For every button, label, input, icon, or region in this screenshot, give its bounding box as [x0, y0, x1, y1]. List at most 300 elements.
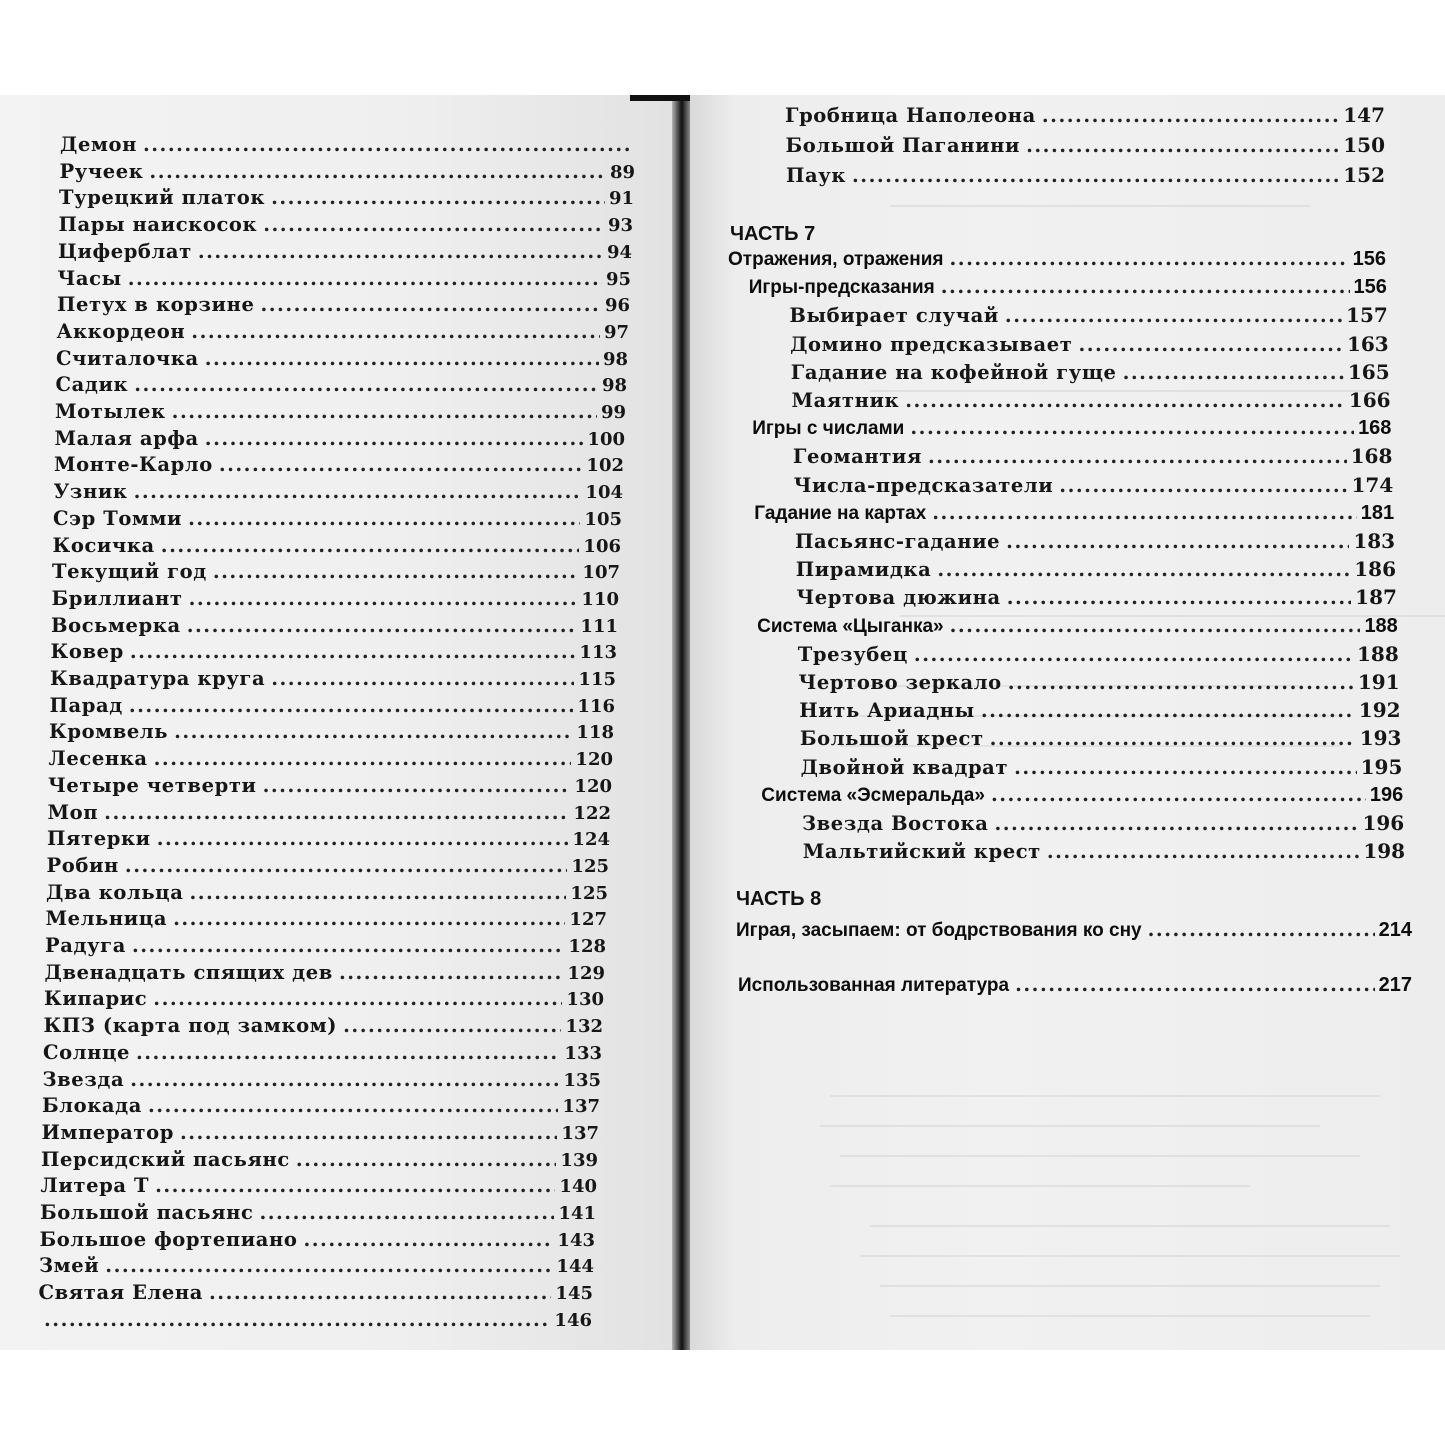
dot-leader — [932, 501, 1357, 524]
entry-page-number: 105 — [584, 508, 622, 530]
entry-title: Мельница — [45, 907, 168, 931]
entry-page-number: 130 — [566, 989, 604, 1011]
dot-leader — [981, 699, 1355, 722]
toc-entry — [39, 1254, 594, 1277]
toc-entry — [45, 934, 606, 957]
dot-leader — [173, 907, 565, 930]
dot-leader — [143, 133, 632, 156]
dot-leader — [994, 812, 1358, 835]
entry-page-number: 188 — [1356, 641, 1399, 666]
dot-leader — [1015, 973, 1375, 996]
entry-title: Звезда — [42, 1067, 125, 1091]
toc-entry — [57, 293, 630, 316]
entry-page-number: 99 — [600, 402, 626, 423]
dot-leader — [259, 1201, 554, 1224]
entry-title: Большой Паганини — [785, 134, 1021, 157]
entry-title: Косичка — [52, 533, 155, 557]
toc-entry — [795, 529, 1395, 553]
toc-entry — [54, 480, 624, 503]
toc-entry — [51, 614, 618, 637]
toc-entry — [44, 987, 604, 1010]
entry-page-number: 156 — [1353, 276, 1387, 299]
dot-leader — [303, 1228, 553, 1251]
entry-page-number: 140 — [559, 1176, 597, 1198]
entry-page-number: 106 — [583, 535, 621, 557]
right-page — [690, 95, 1445, 1350]
entry-page-number: 116 — [577, 695, 615, 717]
dot-leader — [174, 720, 572, 743]
toc-entry — [799, 670, 1400, 694]
entry-page-number: 141 — [558, 1203, 596, 1224]
toc-entry — [798, 642, 1399, 666]
entry-page-number: 111 — [580, 615, 618, 637]
entry-page-number: 98 — [602, 348, 628, 370]
toc-entry — [790, 332, 1389, 356]
show-through-text — [890, 205, 1310, 207]
show-through-text — [870, 390, 1390, 392]
dot-leader — [941, 275, 1350, 298]
entry-page-number: 137 — [562, 1096, 600, 1118]
entry-title: Звезда Востока — [802, 812, 989, 835]
part8-heading: ЧАСТЬ 8 — [736, 888, 822, 910]
entry-title: Садик — [55, 373, 129, 397]
toc-entry — [60, 160, 636, 183]
entry-page-number: 195 — [1360, 754, 1403, 779]
entry-page-number: 113 — [579, 642, 617, 664]
entry-page-number: 122 — [573, 802, 611, 824]
dot-leader — [209, 1281, 551, 1304]
entry-page-number: 139 — [560, 1149, 598, 1171]
entry-title: Чертово зеркало — [798, 671, 1002, 694]
entry-title: Радуга — [45, 934, 126, 957]
toc-entry — [41, 1148, 598, 1171]
dot-leader — [191, 320, 600, 343]
entry-page-number: 95 — [605, 268, 631, 290]
entry-page-number: 186 — [1354, 557, 1396, 582]
entry-page-number: 118 — [576, 722, 614, 744]
toc-entry — [50, 694, 616, 717]
entry-title: Демон — [60, 133, 137, 156]
entry-title: Использованная литература — [738, 975, 1010, 996]
entry-page-number: 156 — [1352, 248, 1386, 270]
toc-entry — [42, 1094, 600, 1117]
toc-entry — [47, 854, 610, 877]
show-through-text — [830, 1185, 1250, 1187]
entry-title: Гробница Наполеона — [785, 104, 1036, 127]
entry-title: Святая Елена — [38, 1281, 204, 1305]
toc-entry — [801, 755, 1403, 779]
book-spread — [0, 95, 1445, 1350]
toc-entry — [42, 1121, 600, 1144]
show-through-text — [840, 1155, 1360, 1157]
show-through-text — [860, 715, 1340, 717]
toc-entry — [55, 400, 626, 423]
entry-title: Пары наискосок — [58, 213, 258, 237]
entry-title: Игры-предсказания — [748, 277, 935, 299]
entry-title: Отражения, отражения — [728, 249, 944, 270]
dot-leader — [134, 480, 582, 503]
toc-entry — [791, 360, 1390, 384]
entry-title: Маятник — [791, 389, 900, 412]
entry-title: Пасьянс-гадание — [795, 530, 1001, 553]
entry-title: Геомантия — [792, 445, 922, 469]
toc-section — [749, 275, 1387, 299]
dot-leader — [104, 801, 569, 824]
toc-entry — [59, 186, 634, 209]
entry-title: Робин — [46, 853, 119, 877]
dot-leader — [263, 213, 604, 236]
entry-page-number: 193 — [1359, 726, 1402, 751]
entry-page-number: 89 — [609, 161, 635, 183]
toc-entry — [802, 811, 1404, 835]
toc-entry — [796, 585, 1397, 609]
entry-title: Моп — [47, 800, 99, 824]
dot-leader — [157, 827, 569, 850]
entry-page-number: 102 — [586, 455, 624, 477]
toc-entry — [786, 163, 1385, 187]
dot-leader — [132, 934, 564, 957]
toc-entry — [44, 1014, 604, 1037]
toc-entry — [53, 507, 622, 530]
entry-title: Аккордеон — [56, 319, 186, 343]
entry-title: Большое фортепиано — [39, 1227, 298, 1251]
entry-page-number: 110 — [581, 588, 619, 610]
entry-title: Турецкий платок — [59, 186, 266, 210]
dot-leader — [260, 293, 600, 316]
toc-entry — [39, 1281, 594, 1304]
entry-page-number: 132 — [565, 1016, 603, 1038]
show-through-text — [820, 1125, 1320, 1127]
toc-entry — [46, 881, 608, 904]
entry-title: Ручеек — [59, 159, 144, 183]
entry-title: Два кольца — [46, 880, 184, 904]
dot-leader — [271, 667, 574, 690]
toc-entry — [58, 240, 632, 263]
toc-entry — [43, 1041, 602, 1064]
entry-title: Петух в корзине — [57, 293, 255, 317]
toc-entry — [59, 213, 634, 236]
entry-page-number: 146 — [554, 1309, 592, 1331]
entry-title: Трезубец — [797, 642, 908, 666]
toc-entry — [38, 1308, 592, 1331]
toc-entry — [41, 1174, 598, 1197]
left-page — [0, 95, 672, 1350]
show-through-text — [840, 745, 1340, 747]
dot-leader — [1042, 104, 1339, 127]
toc-entry — [799, 698, 1400, 722]
toc-entry — [48, 801, 612, 824]
show-through-text — [880, 1285, 1380, 1287]
toc-entry — [796, 557, 1396, 581]
entry-title: Система «Эсмеральда» — [761, 784, 985, 806]
entry-title: Пятерки — [47, 827, 151, 851]
entry-page-number: 191 — [1357, 670, 1400, 694]
show-through-text — [900, 615, 1445, 617]
toc-entry — [53, 534, 622, 557]
dot-leader — [213, 560, 579, 583]
dot-leader — [125, 854, 568, 877]
entry-page-number: 137 — [561, 1122, 599, 1144]
part7-heading: ЧАСТЬ 7 — [730, 223, 816, 245]
toc-entry — [49, 747, 614, 770]
entry-page-number: 163 — [1346, 331, 1389, 356]
toc-entry — [46, 907, 608, 930]
entry-page-number: 214 — [1378, 919, 1412, 941]
dot-leader — [205, 347, 599, 370]
entry-title: Часы — [57, 266, 122, 290]
dot-leader — [198, 240, 603, 263]
toc-entry — [785, 103, 1385, 127]
dot-leader — [205, 427, 584, 450]
dot-leader — [219, 453, 583, 476]
entry-title: Домино предсказывает — [790, 332, 1073, 356]
toc-section — [728, 247, 1386, 271]
entry-page-number: 124 — [572, 829, 610, 851]
entry-title: Змей — [39, 1254, 100, 1278]
entry-title: Паук — [786, 164, 847, 187]
entry-page-number: 135 — [563, 1069, 601, 1091]
entry-page-number: 115 — [578, 669, 616, 690]
toc-entry — [45, 961, 606, 984]
entry-page-number: 120 — [574, 775, 612, 797]
entry-title: Блокада — [42, 1094, 142, 1118]
entry-page-number: 192 — [1358, 698, 1401, 723]
entry-page-number: 145 — [555, 1283, 593, 1305]
entry-page-number: 120 — [575, 749, 613, 771]
dot-leader — [130, 1068, 559, 1091]
entry-title: Кипарис — [44, 987, 148, 1011]
dot-leader — [189, 881, 566, 904]
dot-leader — [1026, 134, 1339, 157]
toc-entry — [52, 560, 620, 583]
entry-title: Квадратура круга — [50, 667, 266, 690]
toc-entry — [50, 667, 616, 690]
entry-title: Монте-Карло — [54, 453, 213, 477]
dot-leader — [148, 1094, 558, 1117]
toc-entry — [58, 267, 632, 290]
entry-page-number: 107 — [582, 562, 620, 584]
dot-leader — [180, 1121, 557, 1144]
toc-section — [757, 614, 1398, 638]
entry-title: Текущий год — [52, 560, 207, 584]
toc-entry — [793, 444, 1392, 468]
toc-entry — [40, 1228, 596, 1251]
dot-leader — [343, 1014, 561, 1037]
toc-entry — [51, 640, 618, 663]
entry-page-number: 181 — [1360, 501, 1395, 524]
toc-entry — [57, 320, 630, 343]
toc-entry — [794, 473, 1394, 497]
entry-title: Двенадцать спящих дев — [44, 960, 333, 984]
entry-page-number: 98 — [601, 375, 627, 397]
dot-leader — [128, 267, 602, 290]
entry-title: КПЗ (карта под замком) — [43, 1014, 338, 1038]
dot-leader — [129, 694, 574, 717]
entry-page-number: 100 — [587, 428, 625, 450]
entry-title: Чертова дюжина — [796, 586, 1001, 610]
entry-title: Двойной квадрат — [800, 755, 1009, 779]
toc-section — [754, 501, 1394, 525]
toc-entry — [49, 720, 614, 743]
dot-leader — [1047, 840, 1359, 863]
entry-page-number: 91 — [608, 188, 634, 210]
entry-page-number: 166 — [1348, 388, 1391, 412]
dot-leader — [1148, 918, 1375, 941]
dot-leader — [153, 987, 562, 1010]
dot-leader — [1007, 586, 1351, 609]
dot-leader — [928, 445, 1347, 468]
dot-leader — [1005, 304, 1342, 327]
entry-title: Система «Цыганка» — [757, 615, 944, 637]
entry-title: Большой пасьянс — [40, 1201, 254, 1224]
dot-leader — [149, 160, 606, 183]
entry-title: Числа-предсказатели — [793, 473, 1054, 497]
book-gutter — [672, 95, 690, 1350]
entry-page-number: 125 — [570, 882, 608, 904]
entry-page-number: 198 — [1363, 839, 1406, 864]
entry-title: Литера Т — [40, 1174, 150, 1198]
toc-entry — [52, 587, 620, 610]
entry-title: Пирамидка — [795, 558, 932, 582]
toc-entry — [803, 839, 1405, 863]
dot-leader — [950, 247, 1349, 270]
entry-title: Играя, засыпаем: от бодрствования ко сну — [736, 920, 1142, 941]
dot-leader — [136, 1041, 560, 1064]
entry-title: Большой крест — [799, 727, 984, 751]
dot-leader — [339, 961, 563, 984]
entry-title: Лесенка — [48, 747, 148, 771]
dot-leader — [296, 1148, 557, 1171]
dot-leader — [172, 400, 597, 423]
entry-title: Малая арфа — [54, 426, 199, 450]
entry-page-number: 168 — [1350, 444, 1393, 469]
dot-leader — [130, 640, 576, 663]
entry-page-number: 174 — [1351, 472, 1394, 497]
entry-title: Сэр Томми — [53, 506, 183, 530]
toc-entry — [43, 1068, 602, 1091]
entry-title: Нить Ариадны — [799, 699, 975, 723]
dot-leader — [105, 1254, 552, 1277]
dot-leader — [1008, 671, 1354, 694]
dot-leader — [263, 774, 571, 797]
toc-entry — [47, 827, 610, 850]
toc-section — [761, 783, 1403, 807]
toc-entry — [60, 133, 636, 156]
show-through-text — [830, 1095, 1380, 1097]
entry-title: Узник — [53, 480, 128, 504]
entry-page-number: 165 — [1347, 359, 1390, 384]
dot-leader — [1078, 333, 1342, 356]
entry-title: Выбирает случай — [789, 304, 999, 328]
dot-leader — [44, 1308, 550, 1331]
entry-page-number: 144 — [556, 1256, 594, 1278]
entry-page-number: 96 — [604, 295, 630, 317]
entry-title: Император — [41, 1120, 174, 1144]
toc-entry — [56, 373, 628, 396]
dot-leader — [852, 164, 1339, 187]
entry-page-number: 104 — [585, 482, 623, 504]
dot-leader — [950, 614, 1361, 637]
toc-entry — [48, 774, 612, 797]
show-through-text — [890, 1315, 1370, 1317]
entry-page-number: 128 — [568, 936, 606, 957]
dot-leader — [905, 389, 1345, 412]
dot-leader — [189, 587, 578, 610]
show-through-text — [850, 685, 1300, 687]
entry-page-number: 143 — [557, 1229, 595, 1251]
entry-title: Гадание на картах — [754, 502, 927, 524]
toc-section — [736, 918, 1412, 942]
entry-title: Игры с числами — [752, 418, 905, 440]
entry-page-number: 127 — [569, 909, 607, 931]
dot-leader — [1006, 530, 1349, 553]
toc-entry — [55, 427, 626, 450]
entry-title: Кромвель — [49, 720, 169, 744]
entry-page-number: 188 — [1364, 614, 1398, 637]
entry-title: Считалочка — [56, 346, 199, 370]
toc-section — [738, 973, 1412, 997]
toc-entry — [40, 1201, 596, 1224]
entry-title: Восьмерка — [51, 613, 181, 637]
dot-leader — [154, 747, 572, 770]
entry-page-number: 196 — [1369, 783, 1404, 806]
dot-leader — [188, 507, 580, 530]
show-through-text — [860, 1255, 1400, 1257]
entry-page-number: 196 — [1362, 811, 1405, 835]
entry-page-number: 157 — [1346, 303, 1388, 328]
entry-title: Ковер — [50, 640, 124, 664]
dot-leader — [914, 643, 1353, 666]
entry-title: Гадание на кофейной гуще — [790, 360, 1117, 384]
toc-entry — [786, 133, 1386, 157]
dot-leader — [1123, 361, 1344, 384]
toc-entry — [54, 453, 624, 476]
entry-page-number: 187 — [1355, 585, 1397, 610]
entry-title: Четыре четверти — [48, 773, 257, 797]
show-through-text — [870, 1225, 1390, 1227]
entry-title: Парад — [49, 693, 123, 717]
entry-page-number: 93 — [607, 215, 633, 237]
dot-leader — [187, 614, 577, 637]
entry-page-number: 152 — [1343, 163, 1385, 187]
dot-leader — [161, 534, 580, 557]
entry-page-number: 133 — [564, 1042, 602, 1064]
dot-leader — [134, 373, 598, 396]
entry-page-number: 183 — [1353, 529, 1396, 553]
entry-title: Бриллиант — [51, 586, 183, 610]
dot-leader — [1059, 474, 1347, 497]
entry-page-number: 97 — [603, 321, 629, 343]
dot-leader — [271, 186, 605, 209]
entry-title: Циферблат — [58, 239, 192, 263]
entry-page-number: 150 — [1343, 133, 1385, 157]
entry-title: Солнце — [43, 1040, 130, 1064]
dot-leader — [991, 783, 1366, 806]
entry-title: Мальтийский крест — [802, 840, 1041, 864]
dot-leader — [910, 416, 1354, 439]
dot-leader — [937, 558, 1350, 581]
toc-entry — [789, 303, 1387, 327]
entry-page-number: 217 — [1378, 974, 1412, 996]
toc-entry — [56, 347, 628, 370]
entry-page-number: 129 — [567, 962, 605, 984]
entry-page-number: 168 — [1358, 417, 1392, 440]
dot-leader — [155, 1174, 555, 1197]
entry-page-number: 147 — [1343, 103, 1385, 127]
entry-page-number: 125 — [571, 855, 609, 877]
entry-title: Мотылек — [55, 400, 166, 423]
entry-page-number: 94 — [606, 241, 632, 263]
